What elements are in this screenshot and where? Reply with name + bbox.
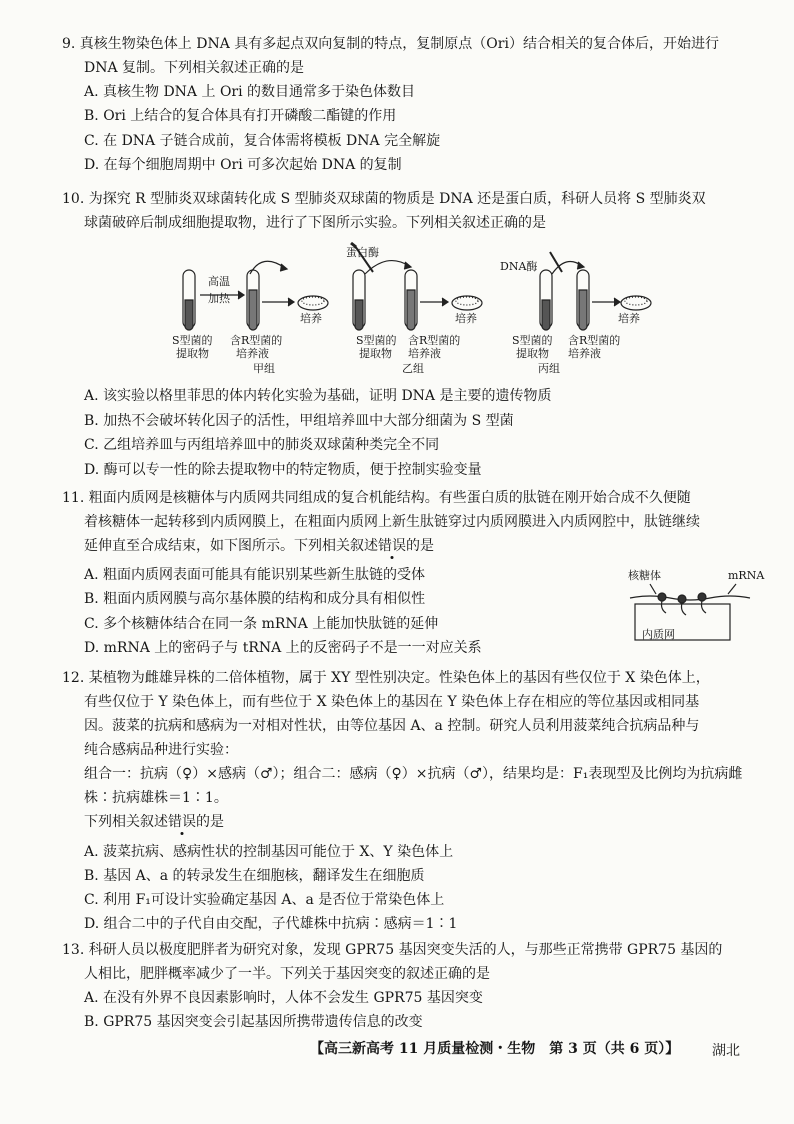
region-label: 湖北 — [712, 1043, 740, 1059]
q10-experiment-figure — [150, 240, 660, 375]
q10-stem-line-2: 球菌破碎后制成细胞提取物，进行了下图所示实验。下列相关叙述正确的是 — [84, 215, 546, 231]
q12-stem-line-3: 因。菠菜的抗病和感病为一对相对性状，由等位基因 A、a 控制。研究人员利用菠菜纯合抗病品种与 — [84, 718, 700, 734]
q12-stem-line-7-end: 的是 — [196, 814, 224, 830]
group-c-petri-dish — [621, 296, 651, 310]
q10-option-d: D. 酶可以专一性的除去提取物中的特定物质，便于控制实验变量 — [84, 462, 482, 478]
group-a-label: 甲组 — [253, 362, 275, 375]
q12-option-b: B. 基因 A、a 的转录发生在细胞核，翻译发生在细胞质 — [84, 868, 425, 884]
q11-option-c: C. 多个核糖体结合在同一条 mRNA 上能加快肽链的延伸 — [84, 616, 439, 632]
group-b-r-culture-label-1: 含R型菌的 — [408, 334, 461, 347]
group-a-heat-label-1: 高温 — [208, 275, 230, 288]
group-b-label: 乙组 — [402, 362, 424, 375]
mrna-label: mRNA — [728, 569, 765, 582]
page-footer: 【高三新高考 11 月质量检测・生物 第 3 页（共 6 页）】 — [310, 1041, 680, 1057]
q11-stem-line-3 — [84, 536, 434, 556]
q11-option-d: D. mRNA 上的密码子与 tRNA 上的反密码子不是一一对应关系 — [84, 640, 482, 656]
er-label: 内质网 — [642, 628, 675, 641]
group-a-s-extract-label-1: S型菌的 — [172, 334, 213, 347]
group-a-heat-label-2: 加热 — [208, 292, 230, 305]
group-b-transfer-arrow — [365, 261, 409, 274]
group-c-s-extract-label-2: 提取物 — [516, 347, 549, 360]
q12-option-a: A. 菠菜抗病、感病性状的控制基因可能位于 X、Y 染色体上 — [84, 844, 454, 860]
q12-option-c: C. 利用 F₁可设计实验确定基因 A、a 是否位于常染色体上 — [84, 892, 445, 908]
group-c-culture-label: 培养 — [618, 312, 640, 325]
group-b-s-extract-label-2: 提取物 — [359, 347, 392, 360]
group-a-r-culture-label-2: 培养液 — [236, 347, 269, 360]
q9-option-c: C. 在 DNA 子链合成前，复合体需将模板 DNA 完全解旋 — [84, 133, 441, 149]
group-c-label: 丙组 — [538, 362, 560, 375]
group-a-petri-dish — [298, 296, 328, 310]
ribosome-2 — [678, 595, 686, 603]
group-c-dnase-label: DNA酶 — [500, 260, 538, 273]
q13-stem-line-1: 13. 科研人员以极度肥胖者为研究对象，发现 GPR75 基因突变失活的人，与那些正常携带 GPR75 基因的 — [62, 942, 723, 958]
q11-er-figure — [620, 566, 770, 648]
q10-option-c: C. 乙组培养皿与丙组培养皿中的肺炎双球菌种类完全不同 — [84, 437, 440, 453]
ribosome-3 — [698, 593, 706, 601]
q12-stem-line-7-text: 下列相关叙述 — [84, 814, 168, 830]
q12-option-d: D. 组合二中的子代自由交配，子代雄株中抗病∶感病＝1∶1 — [84, 916, 458, 932]
group-b-r-culture-label-2: 培养液 — [408, 347, 441, 360]
mrna-strand — [630, 596, 750, 600]
q9-stem-line-1: 9. 真核生物染色体上 DNA 具有多起点双向复制的特点，复制原点（Ori）结合相关的复合体后，开始进行 — [62, 36, 719, 52]
q12-stem-line-5: 组合一：抗病（♀）×感病（♂）；组合二：感病（♀）×抗病（♂），结果均是：F₁表现型及比例均为抗病雌 — [84, 766, 743, 782]
group-b-culture-label: 培养 — [455, 312, 477, 325]
q13-option-a: A. 在没有外界不良因素影响时，人体不会发生 GPR75 基因突变 — [84, 990, 483, 1006]
q11-stem-line-3-text: 延伸直至合成结束，如下图所示。下列相关叙述 — [84, 538, 378, 554]
group-a-transfer-arrow — [250, 261, 285, 274]
group-a-culture-label: 培养 — [300, 312, 322, 325]
group-a-r-culture-label-1: 含R型菌的 — [230, 334, 283, 347]
ribosome-1 — [658, 593, 666, 601]
q12-stem-line-7 — [84, 812, 224, 832]
q10-stem-line-1: 10. 为探究 R 型肺炎双球菌转化成 S 型肺炎双球菌的物质是 DNA 还是蛋白质，科研人员将 S 型肺炎双 — [62, 191, 706, 207]
q11-stem-line-3-end: 的是 — [406, 538, 434, 554]
q12-stem-line-6: 株∶抗病雄株＝1∶1。 — [84, 790, 228, 806]
q9-option-a: A. 真核生物 DNA 上 Ori 的数目通常多于染色体数目 — [84, 84, 416, 100]
q12-stem-line-2: 有些仅位于 Y 染色体上，而有些位于 X 染色体上的基因在 Y 染色体上存在相应的等位基因或相同基 — [84, 694, 700, 710]
q13-option-b: B. GPR75 基因突变会引起基因所携带遗传信息的改变 — [84, 1014, 423, 1030]
q10-option-a: A. 该实验以格里菲思的体内转化实验为基础，证明 DNA 是主要的遗传物质 — [84, 388, 552, 404]
group-c-r-culture-label-2: 培养液 — [568, 347, 601, 360]
q11-stem-line-1: 11. 粗面内质网是核糖体与内质网共同组成的复合机能结构。有些蛋白质的肽链在刚开始合成不久便随 — [62, 490, 691, 506]
q11-emphasis-cuowu: 错误 — [378, 538, 406, 554]
group-a-s-extract-label-2: 提取物 — [176, 347, 209, 360]
ribosome-label: 核糖体 — [628, 569, 661, 582]
group-c-r-culture-label-1: 含R型菌的 — [568, 334, 621, 347]
q9-option-b: B. Ori 上结合的复合体具有打开磷酸二酯键的作用 — [84, 108, 397, 124]
group-b-s-extract-label-1: S型菌的 — [356, 334, 397, 347]
q11-option-a: A. 粗面内质网表面可能具有能识别某些新生肽链的受体 — [84, 567, 426, 583]
group-b-protease-label: 蛋白酶 — [346, 246, 379, 259]
q13-stem-line-2: 人相比，肥胖概率减少了一半。下列关于基因突变的叙述正确的是 — [84, 966, 490, 982]
group-c-s-extract-label-1: S型菌的 — [512, 334, 553, 347]
q11-stem-line-2: 着核糖体一起转移到内质网膜上，在粗面内质网上新生肽链穿过内质网膜进入内质网腔中，肽链继续 — [84, 514, 700, 530]
q10-option-b: B. 加热不会破坏转化因子的活性，甲组培养皿中大部分细菌为 S 型菌 — [84, 413, 514, 429]
q9-option-d: D. 在每个细胞周期中 Ori 可多次起始 DNA 的复制 — [84, 157, 402, 173]
q12-emphasis-cuowu: 错误 — [168, 814, 196, 830]
q11-option-b: B. 粗面内质网膜与高尔基体膜的结构和成分具有相似性 — [84, 591, 426, 607]
q9-stem-line-2: DNA 复制。下列相关叙述正确的是 — [84, 60, 305, 76]
q12-stem-line-4: 纯合感病品种进行实验： — [84, 742, 238, 758]
group-b-petri-dish — [452, 296, 482, 310]
q12-stem-line-1: 12. 某植物为雌雄异株的二倍体植物，属于 XY 型性别决定。性染色体上的基因有些仅位于 X 染色体上， — [62, 670, 710, 686]
